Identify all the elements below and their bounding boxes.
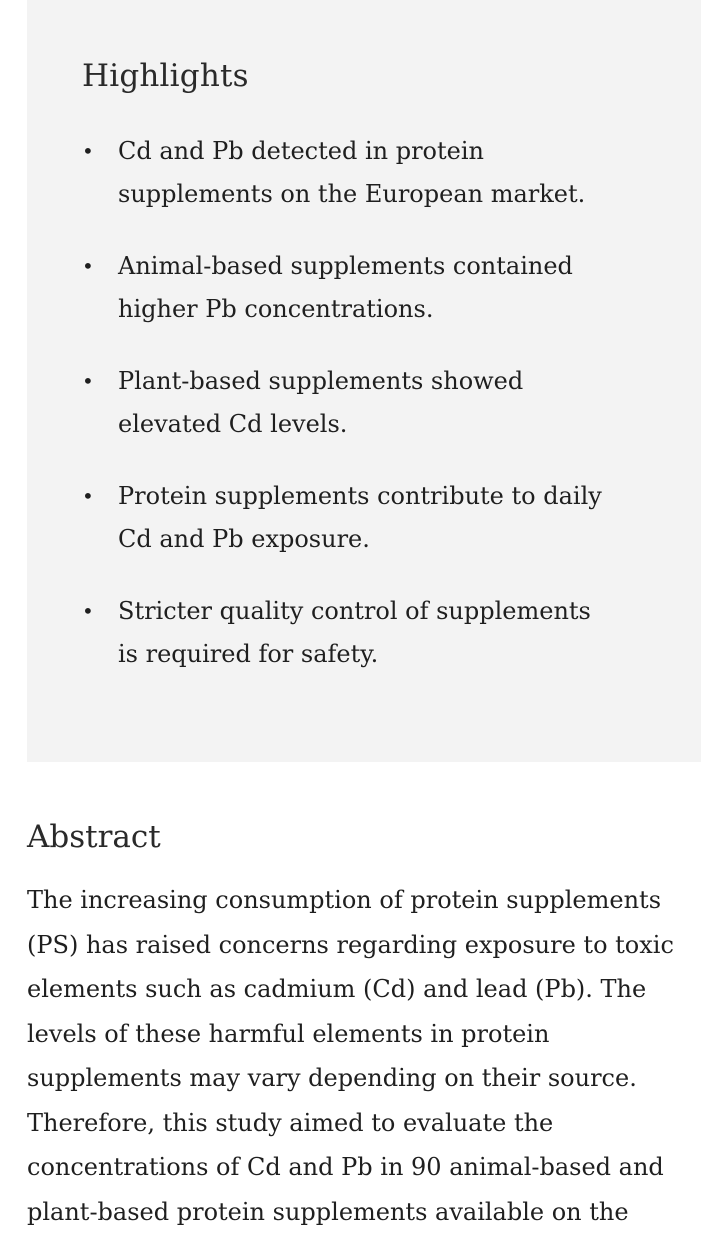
highlights-section — [27, 0, 701, 762]
bullet-icon: • — [82, 484, 94, 508]
abstract-title: Abstract — [27, 819, 161, 855]
highlight-item — [82, 590, 682, 676]
highlight-text: Animal-based supplements contained higher Pb concentrations. — [118, 252, 573, 323]
bullet-icon: • — [82, 599, 94, 623]
highlight-text: Plant-based supplements showed elevated Cd levels. — [118, 367, 524, 438]
bullet-icon: • — [82, 369, 94, 393]
abstract-text: The increasing consumption of protein supplements (PS) has raised concerns regarding exposure to toxic elements such as cadmium (Cd) and lead (Pb). The levels of these harmful elements in protein supplements may vary depending on their source. Therefore, this study aimed to evaluate the concentrations of Cd and Pb in 90 animal-based and plant-based protein supplements available on the — [27, 886, 674, 1226]
bullet-icon: • — [82, 254, 94, 278]
highlight-item — [82, 360, 682, 446]
highlight-item — [82, 245, 682, 331]
highlight-text: Stricter quality control of supplements is required for safety. — [118, 597, 591, 668]
highlight-text: Cd and Pb detected in protein supplements on the European market. — [118, 137, 586, 208]
highlights-list — [82, 130, 682, 705]
highlight-item — [82, 475, 682, 561]
highlights-title: Highlights — [82, 58, 249, 94]
bullet-icon: • — [82, 139, 94, 163]
highlight-item — [82, 130, 682, 216]
highlight-text: Protein supplements contribute to daily Cd and Pb exposure. — [118, 482, 602, 553]
